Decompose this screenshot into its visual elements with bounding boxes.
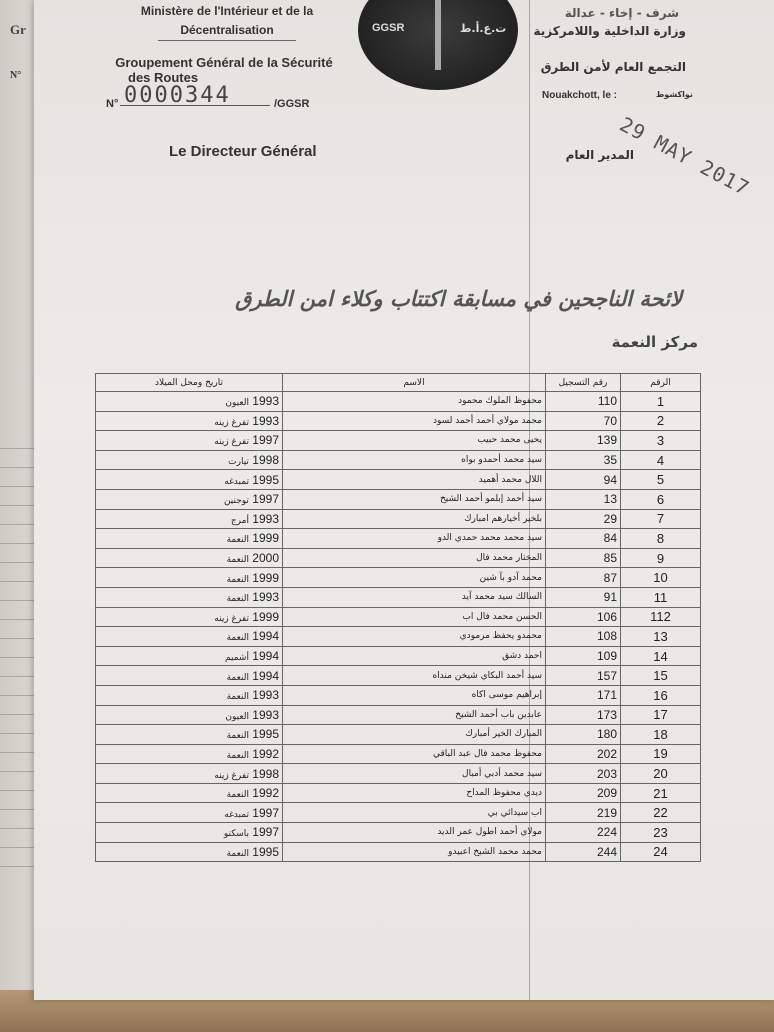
birth-cell xyxy=(96,646,283,666)
name-cell: اللال محمد أهميد xyxy=(283,470,546,490)
birth-year: 2000 xyxy=(252,551,279,566)
birth-cell xyxy=(96,783,283,803)
document-title: لائحة الناجحين في مسابقة اكتتاب وكلاء امن الطرق xyxy=(235,287,682,311)
birth-year: 1995 xyxy=(252,727,279,742)
birth-year: 1997 xyxy=(252,805,279,820)
table-row xyxy=(96,842,701,862)
table-row xyxy=(96,470,701,490)
birth-cell xyxy=(96,392,283,412)
index-cell: 1 xyxy=(621,392,701,412)
birth-year: 1994 xyxy=(252,649,279,664)
registration-cell: 108 xyxy=(546,627,621,647)
registration-cell: 35 xyxy=(546,450,621,470)
registration-cell: 91 xyxy=(546,587,621,607)
registration-cell: 203 xyxy=(546,764,621,784)
ministry-line-1: Ministère de l'Intérieur et de la xyxy=(140,4,314,18)
birth-year: 1993 xyxy=(252,707,279,722)
birth-cell xyxy=(96,744,283,764)
table-row xyxy=(96,392,701,412)
birth-place: النعمة xyxy=(226,535,249,546)
birth-place: العيون xyxy=(225,711,249,722)
name-cell: محمد مولاي أحمد أحمد لسود xyxy=(283,411,546,431)
birth-year: 1999 xyxy=(252,531,279,546)
registration-cell: 219 xyxy=(546,803,621,823)
col-header-birth: تاريخ ومحل الميلاد xyxy=(96,374,283,392)
name-cell: عابدين باب أحمد الشيخ xyxy=(283,705,546,725)
table-row xyxy=(96,587,701,607)
table-row xyxy=(96,823,701,843)
birth-cell xyxy=(96,823,283,843)
birth-cell xyxy=(96,587,283,607)
birth-cell xyxy=(96,509,283,529)
birth-cell xyxy=(96,450,283,470)
groupement-line-1: Groupement Général de la Sécurité xyxy=(115,55,333,70)
table-row xyxy=(96,450,701,470)
name-cell: محفوظ محمد فال عبد الباقي xyxy=(283,744,546,764)
table-row xyxy=(96,509,701,529)
date-stamp: 29 MAY 2017 xyxy=(615,112,754,201)
index-cell: 7 xyxy=(621,509,701,529)
birth-cell xyxy=(96,431,283,451)
groupement-line-2: des Routes xyxy=(128,70,199,85)
name-cell: مولاي أحمد اطول عمر الديد xyxy=(283,823,546,843)
registration-cell: 209 xyxy=(546,783,621,803)
birth-place: النعمة xyxy=(226,750,249,761)
table-row xyxy=(96,666,701,686)
name-cell: محفوظ الملوك محمود xyxy=(283,392,546,412)
birth-place: النعمة xyxy=(226,672,249,683)
birth-place: النعمة xyxy=(226,574,249,585)
table-row xyxy=(96,607,701,627)
date-label-ar: نواكشوط xyxy=(656,90,693,99)
index-cell: 14 xyxy=(621,646,701,666)
birth-place: تمبدغه xyxy=(224,809,249,820)
birth-place: أمرج xyxy=(230,515,249,526)
registration-cell: 84 xyxy=(546,529,621,549)
index-cell: 23 xyxy=(621,823,701,843)
birth-place: تفرغ زينه xyxy=(214,417,249,428)
registration-cell: 157 xyxy=(546,666,621,686)
sword-icon xyxy=(435,0,441,70)
birth-year: 1993 xyxy=(252,688,279,703)
table-row xyxy=(96,725,701,745)
ref-number: 0000344 xyxy=(124,83,231,108)
table-row xyxy=(96,411,701,431)
birth-cell xyxy=(96,568,283,588)
birth-place: النعمة xyxy=(226,633,249,644)
registration-cell: 94 xyxy=(546,470,621,490)
birth-cell xyxy=(96,548,283,568)
table-row xyxy=(96,744,701,764)
registration-cell: 110 xyxy=(546,392,621,412)
birth-year: 1992 xyxy=(252,786,279,801)
index-cell: 6 xyxy=(621,489,701,509)
underlying-sheet-ref: N° xyxy=(10,70,22,81)
ministry-name-ar: وزارة الداخلية واللامركزية xyxy=(533,24,686,38)
name-cell: يحيى محمد حبيب xyxy=(283,431,546,451)
birth-cell xyxy=(96,470,283,490)
table-row xyxy=(96,529,701,549)
birth-year: 1993 xyxy=(252,413,279,428)
birth-cell xyxy=(96,685,283,705)
director-title-fr: Le Directeur Général xyxy=(169,143,317,160)
registration-cell: 29 xyxy=(546,509,621,529)
name-cell: السالك سيد محمد آيد xyxy=(283,587,546,607)
date-label-fr: Nouakchott, le : xyxy=(542,90,618,101)
index-cell: 20 xyxy=(621,764,701,784)
registration-cell: 106 xyxy=(546,607,621,627)
registration-cell: 87 xyxy=(546,568,621,588)
birth-year: 1995 xyxy=(252,472,279,487)
table-row xyxy=(96,489,701,509)
registration-cell: 85 xyxy=(546,548,621,568)
ministry-line-2: Décentralisation xyxy=(158,21,295,41)
birth-year: 1997 xyxy=(252,492,279,507)
name-cell: المختار محمد فال xyxy=(283,548,546,568)
birth-year: 1993 xyxy=(252,511,279,526)
birth-cell xyxy=(96,627,283,647)
director-title-ar: المدير العام xyxy=(565,148,634,162)
results-table xyxy=(95,373,701,862)
name-cell: ديدي محفوظ المداح xyxy=(283,783,546,803)
index-cell: 10 xyxy=(621,568,701,588)
index-cell: 9 xyxy=(621,548,701,568)
name-cell: إبراهيم موسى اكاه xyxy=(283,685,546,705)
ref-suffix: /GGSR xyxy=(274,98,310,110)
index-cell: 17 xyxy=(621,705,701,725)
birth-cell xyxy=(96,411,283,431)
table-row xyxy=(96,764,701,784)
index-cell: 22 xyxy=(621,803,701,823)
birth-year: 1995 xyxy=(252,844,279,859)
table-row xyxy=(96,548,701,568)
birth-cell xyxy=(96,803,283,823)
index-cell: 8 xyxy=(621,529,701,549)
name-cell: سيد أحمد إبلمو أحمد الشيخ xyxy=(283,489,546,509)
birth-year: 1993 xyxy=(252,590,279,605)
name-cell: سيد محمد أحمدو بواه xyxy=(283,450,546,470)
name-cell: محمدو يحفظ مرمودي xyxy=(283,627,546,647)
birth-place: العيون xyxy=(225,398,249,409)
ref-underline xyxy=(120,105,270,106)
name-cell: سيد محمد محمد حمدي الدو xyxy=(283,529,546,549)
registration-cell: 180 xyxy=(546,725,621,745)
index-cell: 19 xyxy=(621,744,701,764)
birth-place: النعمة xyxy=(226,731,249,742)
col-header-name: الاسم xyxy=(283,374,546,392)
table-row xyxy=(96,803,701,823)
birth-place: النعمة xyxy=(226,594,249,605)
col-header-reg: رقم التسجيل xyxy=(546,374,621,392)
table-row xyxy=(96,431,701,451)
registration-cell: 202 xyxy=(546,744,621,764)
birth-year: 1997 xyxy=(252,433,279,448)
index-cell: 21 xyxy=(621,783,701,803)
birth-cell xyxy=(96,764,283,784)
birth-place: توجنين xyxy=(223,496,249,507)
ggsr-logo xyxy=(358,0,518,90)
name-cell: الحسن محمد فال اب xyxy=(283,607,546,627)
index-cell: 112 xyxy=(621,607,701,627)
index-cell: 5 xyxy=(621,470,701,490)
registration-cell: 13 xyxy=(546,489,621,509)
table-row xyxy=(96,627,701,647)
birth-year: 1998 xyxy=(252,453,279,468)
birth-place: تيارت xyxy=(228,457,249,468)
birth-place: النعمة xyxy=(226,555,249,566)
center-name: مركز النعمة xyxy=(611,333,698,351)
birth-place: أشميم xyxy=(225,653,249,664)
birth-place: النعمة xyxy=(226,790,249,801)
registration-cell: 244 xyxy=(546,842,621,862)
groupement-name-fr xyxy=(104,55,344,85)
name-cell: سيد محمد أدبي أمبال xyxy=(283,764,546,784)
col-header-index: الرقم xyxy=(621,374,701,392)
groupement-name-ar: التجمع العام لأمن الطرق xyxy=(540,60,686,74)
underlying-sheet-text: Gr xyxy=(10,22,26,37)
birth-cell xyxy=(96,607,283,627)
birth-place: النعمة xyxy=(226,848,249,859)
index-cell: 15 xyxy=(621,666,701,686)
index-cell: 18 xyxy=(621,725,701,745)
birth-year: 1993 xyxy=(252,394,279,409)
name-cell: المبارك الخير أمبارك xyxy=(283,725,546,745)
table-row xyxy=(96,705,701,725)
registration-cell: 139 xyxy=(546,431,621,451)
table-row xyxy=(96,783,701,803)
index-cell: 13 xyxy=(621,627,701,647)
name-cell: اب سيدائي بي xyxy=(283,803,546,823)
birth-year: 1994 xyxy=(252,668,279,683)
index-cell: 4 xyxy=(621,450,701,470)
birth-year: 1994 xyxy=(252,629,279,644)
table-header-row xyxy=(96,374,701,392)
index-cell: 16 xyxy=(621,685,701,705)
birth-year: 1992 xyxy=(252,746,279,761)
registration-cell: 70 xyxy=(546,411,621,431)
registration-cell: 171 xyxy=(546,685,621,705)
birth-cell xyxy=(96,529,283,549)
logo-text-arabic: ت.ع.أ.ط xyxy=(460,22,507,35)
birth-place: باسكنو xyxy=(223,829,249,840)
birth-cell xyxy=(96,725,283,745)
logo-text-latin: GGSR xyxy=(372,22,405,34)
table-row xyxy=(96,646,701,666)
birth-year: 1999 xyxy=(252,609,279,624)
name-cell: سيد أحمد البكاي شيخن منداه xyxy=(283,666,546,686)
index-cell: 2 xyxy=(621,411,701,431)
name-cell: احمد دشق xyxy=(283,646,546,666)
index-cell: 3 xyxy=(621,431,701,451)
name-cell: محمد محمد الشيخ اعبيدو xyxy=(283,842,546,862)
birth-cell xyxy=(96,842,283,862)
table-row xyxy=(96,568,701,588)
birth-cell xyxy=(96,489,283,509)
birth-place: تفرغ زينه xyxy=(214,770,249,781)
registration-cell: 173 xyxy=(546,705,621,725)
index-cell: 11 xyxy=(621,587,701,607)
ref-prefix: N° xyxy=(106,98,119,110)
table-body xyxy=(96,392,701,862)
birth-year: 1998 xyxy=(252,766,279,781)
registration-cell: 224 xyxy=(546,823,621,843)
name-cell: محمد آدو بآ شين xyxy=(283,568,546,588)
table-row xyxy=(96,685,701,705)
name-cell: بلخير أخيارهم امبارك xyxy=(283,509,546,529)
index-cell: 24 xyxy=(621,842,701,862)
birth-cell xyxy=(96,666,283,686)
birth-year: 1997 xyxy=(252,825,279,840)
motto-ar: شرف - إخاء - عدالة xyxy=(564,6,679,20)
ministry-name-fr xyxy=(132,2,322,41)
birth-place: تمبدغه xyxy=(224,476,249,487)
registration-cell: 109 xyxy=(546,646,621,666)
birth-place: تفرغ زينه xyxy=(214,437,249,448)
birth-cell xyxy=(96,705,283,725)
birth-year: 1999 xyxy=(252,570,279,585)
birth-place: تفرغ زينه xyxy=(214,613,249,624)
birth-place: النعمة xyxy=(226,692,249,703)
